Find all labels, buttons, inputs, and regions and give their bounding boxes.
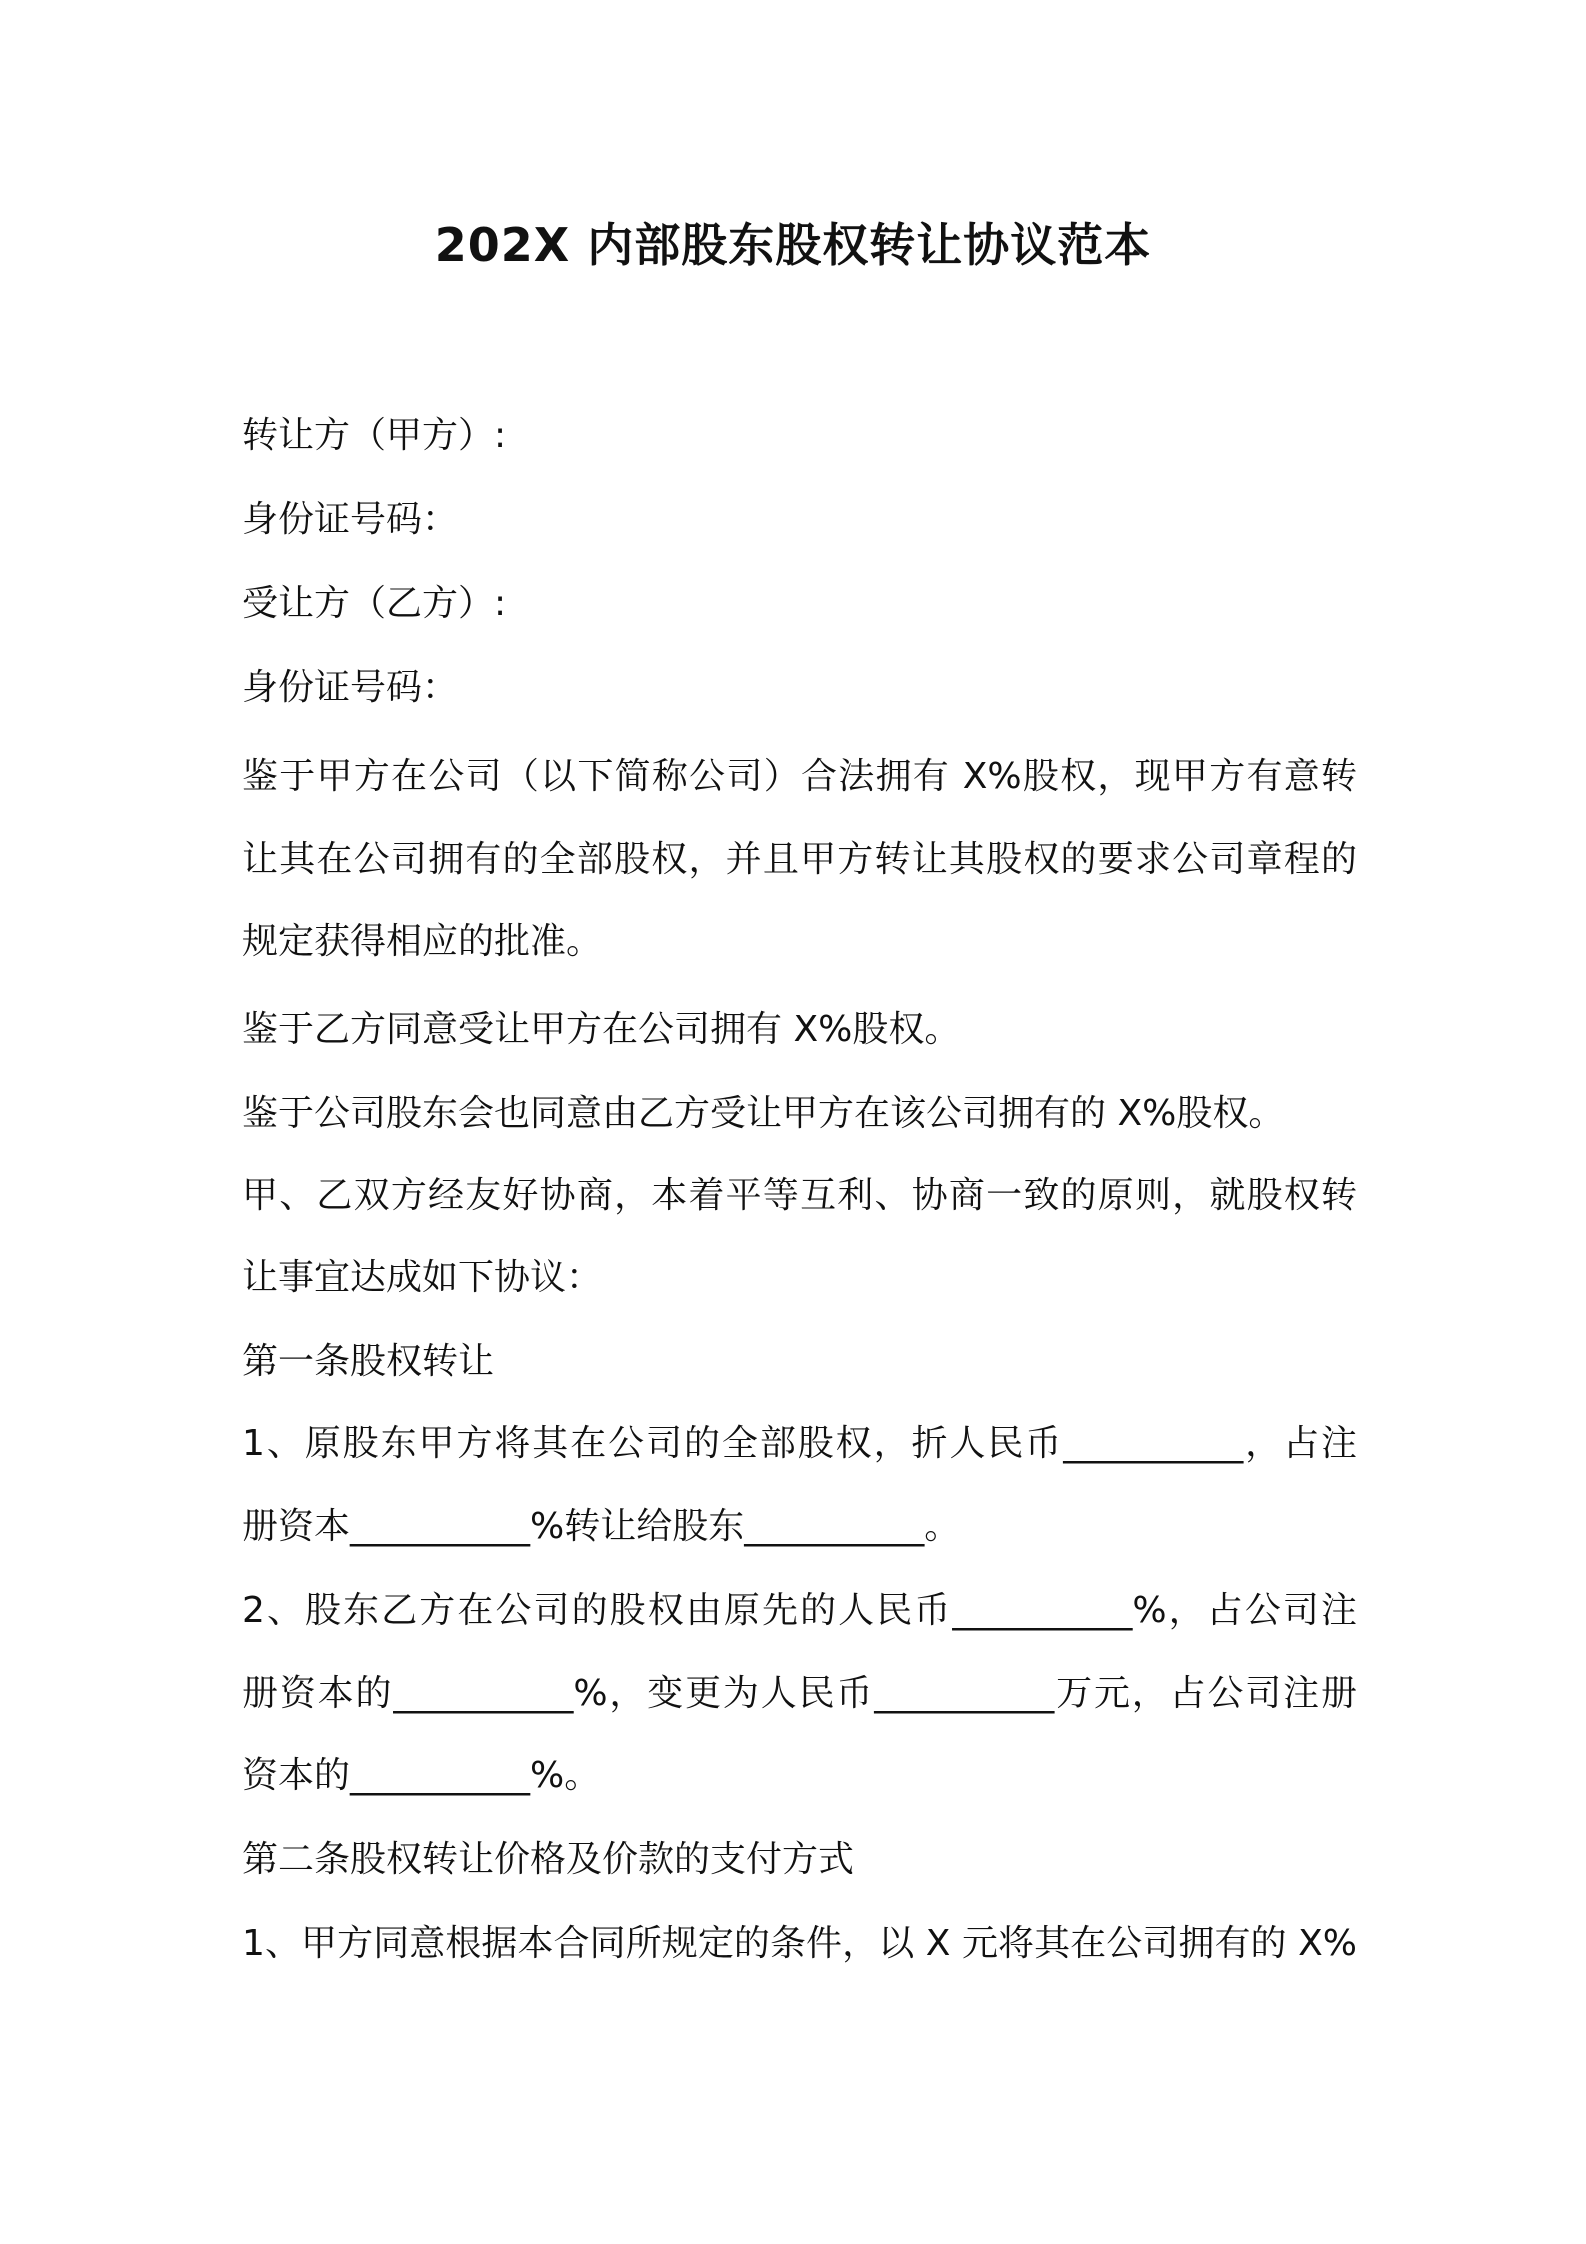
paragraph-line: 鉴于甲方在公司（以下简称公司）合法拥有 X%股权，现甲方有意转: [242, 756, 1357, 797]
transferor-id-label: 身份证号码：: [242, 499, 459, 540]
section-heading: 第二条股权转让价格及价款的支付方式: [242, 1839, 855, 1880]
section-heading: 第一条股权转让: [242, 1341, 495, 1382]
transferor-label: 转让方（甲方）:: [242, 415, 507, 456]
clause-line: 册资本__________%转让给股东__________。: [242, 1506, 961, 1547]
paragraph-line: 让事宜达成如下协议：: [242, 1257, 603, 1298]
clause-line: 2、股东乙方在公司的股权由原先的人民币__________%，占公司注: [242, 1590, 1357, 1631]
transferee-id-label: 身份证号码：: [242, 667, 459, 708]
paragraph-line: 鉴于公司股东会也同意由乙方受让甲方在该公司拥有的 X%股权。: [242, 1093, 1285, 1134]
transferee-label: 受让方（乙方）:: [242, 583, 507, 624]
clause-line: 1、甲方同意根据本合同所规定的条件，以 X 元将其在公司拥有的 X%: [242, 1923, 1357, 1964]
paragraph-line: 鉴于乙方同意受让甲方在公司拥有 X%股权。: [242, 1009, 961, 1050]
clause-line: 资本的__________%。: [242, 1755, 601, 1796]
paragraph-line: 甲、乙双方经友好协商，本着平等互利、协商一致的原则，就股权转: [242, 1175, 1357, 1216]
clause-line: 1、原股东甲方将其在公司的全部股权，折人民币__________，占注: [242, 1423, 1357, 1464]
paragraph-line: 规定获得相应的批准。: [242, 921, 603, 962]
paragraph-line: 让其在公司拥有的全部股权，并且甲方转让其股权的要求公司章程的: [242, 839, 1357, 880]
clause-line: 册资本的__________%，变更为人民币__________万元，占公司注册: [242, 1673, 1357, 1714]
document-title: 202X 内部股东股权转让协议范本: [434, 218, 1152, 272]
